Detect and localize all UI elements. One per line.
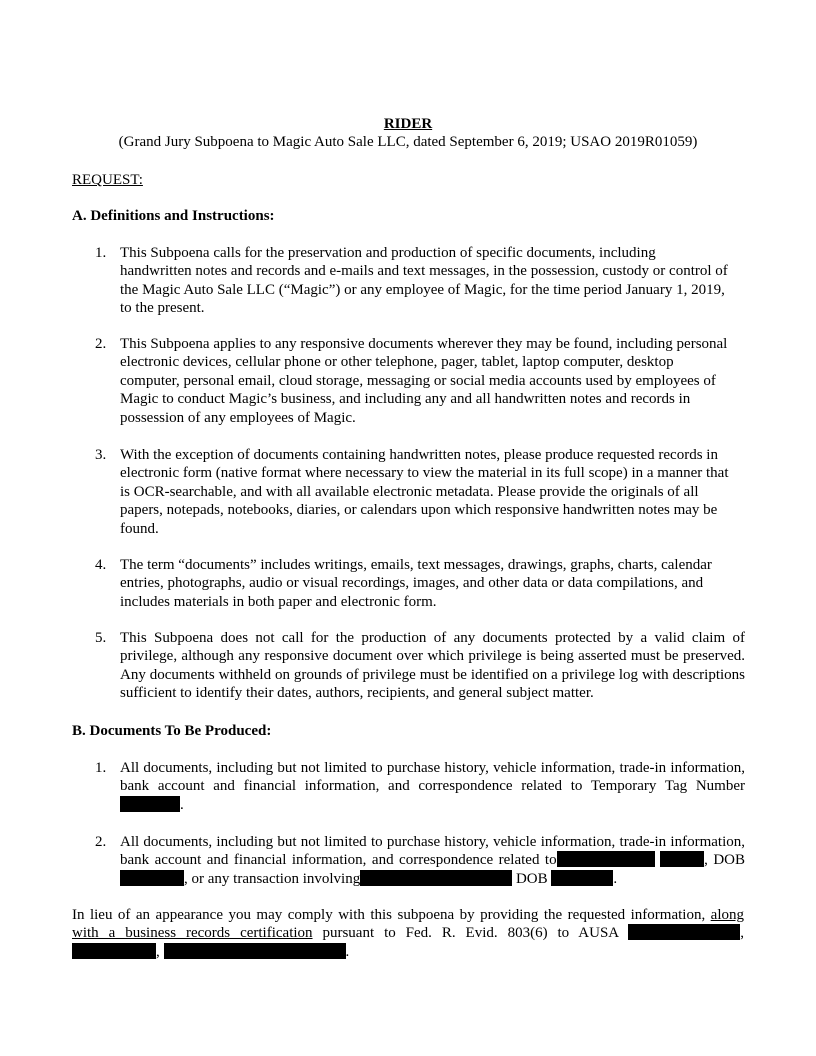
item-text xyxy=(120,833,745,888)
item-text: This Subpoena applies to any responsive documents wherever they may be found, including personal electronic devices, cellular phone or other telephone, pager, tablet, laptop computer, desktop computer, personal email, cloud storage, messaging or social media accounts used by employees of Magic to conduct Magic’s business, and including any and all handwritten notes and records in possession of any employees of Magic. xyxy=(120,336,728,426)
item-text: The term “documents” includes writings, emails, text messages, drawings, graphs, charts, calendar entries, photographs, audio or visual recordings, images, and other data or data compilations, and includes materials in both paper and electronic form. xyxy=(120,557,712,610)
rider-subtitle: (Grand Jury Subpoena to Magic Auto Sale LLC, dated September 6, 2019; USAO 2019R01059) xyxy=(118,134,698,150)
item-text-body: All documents, including but not limited to purchase history, vehicle information, trade-in information, bank account and financial information, and correspondence related to xyxy=(120,834,745,869)
item-text-dob-2: DOB xyxy=(512,870,552,887)
redaction-bar xyxy=(120,796,180,812)
rider-title: RIDER xyxy=(383,116,433,132)
redaction-bar xyxy=(360,870,512,886)
closing-text: In lieu of an appearance you may comply with this subpoena by providing the requested information, xyxy=(72,907,711,923)
item-text: This Subpoena calls for the preservation and production of specific documents, including handwritten notes and records and e-mails and text messages, in the possession, custody or control of the Magic Auto Sale LLC (“Magic”) or any employee of Magic, for the time period January 1, 2019, to the present. xyxy=(120,245,728,317)
closing-text-rule: pursuant to Fed. R. Evid. 803(6) to AUSA xyxy=(312,925,629,942)
closing-separator: , xyxy=(156,943,164,960)
closing-comma: , xyxy=(740,925,744,942)
item-text-body: All documents, including but not limited to purchase history, vehicle information, trade-in information, bank account and financial information, and correspondence related to Temporary Tag Number xyxy=(120,760,745,795)
business-records-certification: along with a business records certification xyxy=(72,907,744,942)
redaction-bar xyxy=(557,851,655,867)
item-number: 2. xyxy=(95,834,107,850)
item-text-transaction: , or any transaction involving xyxy=(184,870,361,887)
closing-period: . xyxy=(345,943,350,960)
section-b-heading: B. Documents To Be Produced: xyxy=(72,723,272,739)
item-text: This Subpoena does not call for the production of any documents protected by a valid claim of privilege, although any responsive document over which privilege is being asserted must be preserved. Any documents withheld on grounds of privilege must be identified on a privilege log with descriptions sufficient to identify their dates, authors, recipients, and general subject matter. xyxy=(120,630,745,702)
item-number: 1. xyxy=(95,245,107,261)
closing-paragraph xyxy=(72,906,744,961)
section-a-heading: A. Definitions and Instructions: xyxy=(72,208,275,224)
item-number: 5. xyxy=(95,630,107,646)
item-text-dob: , DOB xyxy=(704,852,745,869)
item-number: 2. xyxy=(95,336,107,352)
redaction-bar xyxy=(164,943,346,959)
item-text-end: . xyxy=(613,870,618,887)
redaction-bar xyxy=(551,870,613,886)
redaction-bar xyxy=(72,943,156,959)
item-number: 4. xyxy=(95,557,107,573)
item-number: 3. xyxy=(95,447,107,463)
redaction-bar xyxy=(660,851,704,867)
item-number: 1. xyxy=(95,760,107,776)
item-text: With the exception of documents containing handwritten notes, please produce requested records in electronic form (native format where necessary to view the material in its full scope) in a manner that is OCR-searchable, and with all available electronic metadata. Please provide the originals of all papers, notepads, notebooks, diaries, or calendars upon which responsive handwritten notes may be found. xyxy=(120,447,729,537)
item-text xyxy=(120,759,745,814)
redaction-bar xyxy=(628,924,740,940)
item-text-end: . xyxy=(180,796,184,813)
redaction-bar xyxy=(120,870,184,886)
request-label: REQUEST: xyxy=(72,172,143,188)
